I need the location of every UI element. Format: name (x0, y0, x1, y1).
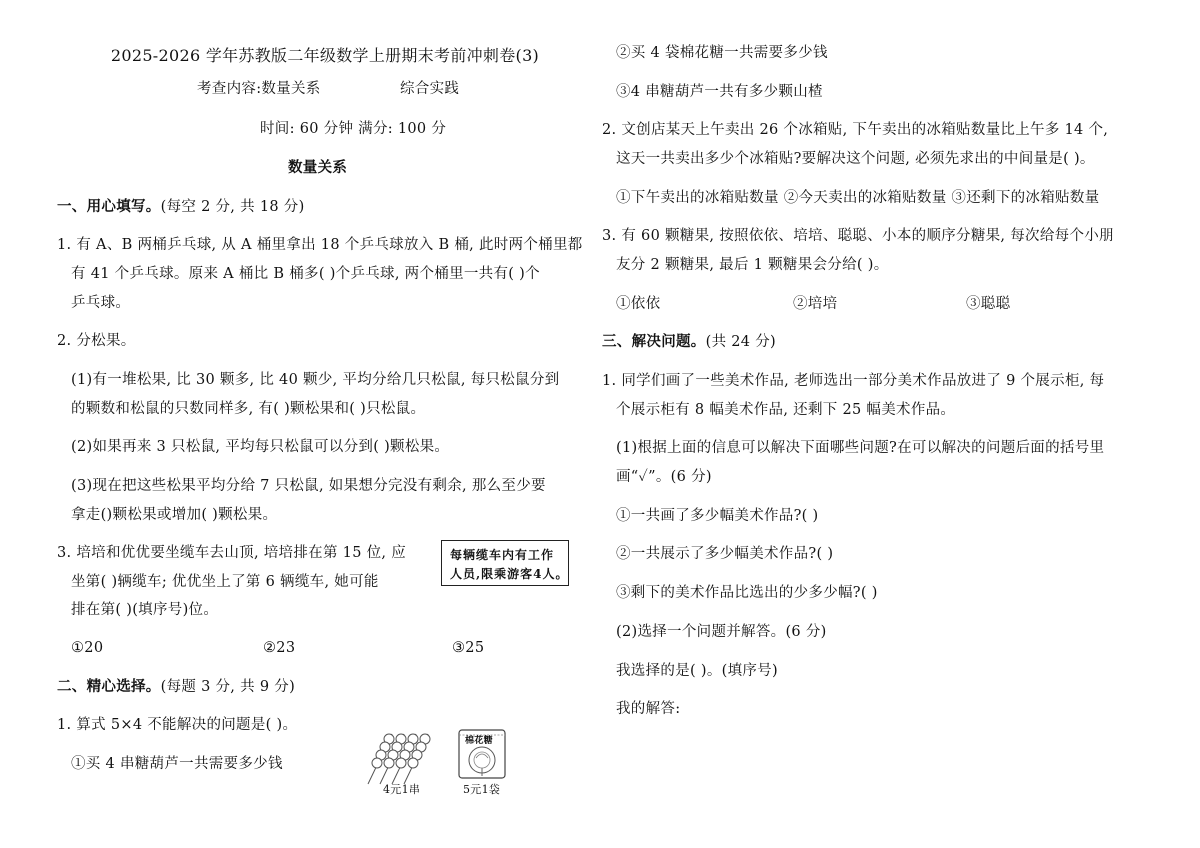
cotton-candy-label: 棉花糖 (465, 736, 493, 746)
s1-q2-line1: 2. 分松果。 (57, 333, 136, 349)
s1-q2-p3-line2: 拿走()颗松果或增加( )颗松果。 (71, 507, 278, 523)
s2-q2-options: ①下午卖出的冰箱贴数量 ②今天卖出的冰箱贴数量 ③还剩下的冰箱贴数量 (616, 190, 1100, 206)
cotton-candy-caption: 5元1袋 (463, 783, 501, 796)
s3-q1-p2: (2)选择一个问题并解答。(6 分) (616, 624, 827, 640)
tanghulu-image (358, 726, 433, 788)
s1-q3-line3: 排在第( )(填序号)位。 (71, 602, 219, 618)
unit-title: 数量关系 (288, 159, 348, 176)
s1-q3-option1: ①20 (71, 640, 104, 656)
section2-score: (每题 3 分, 共 9 分) (160, 679, 296, 695)
s2-q3-option2: ②培培 (793, 296, 838, 312)
s1-q2-p1-line2: 的颗数和松鼠的只数同样多, 有( )颗松果和( )只松鼠。 (71, 401, 426, 417)
section3-header (602, 333, 776, 351)
s3-q1-p1-line1: (1)根据上面的信息可以解决下面哪些问题?在可以解决的问题后面的括号里 (616, 440, 1105, 456)
s3-q1-answer: 我的解答: (616, 701, 681, 717)
notice-line1: 每辆缆车内有工作 (450, 548, 555, 562)
time-info: 时间: 60 分钟 满分: 100 分 (260, 121, 447, 137)
s2-q1-opt1: ①买 4 串糖葫芦一共需要多少钱 (71, 756, 283, 772)
section1-score: (每空 2 分, 共 18 分) (160, 199, 305, 215)
s3-q1-line2: 个展示柜有 8 幅美术作品, 还剩下 25 幅美术作品。 (616, 402, 956, 418)
s1-q3-option3: ③25 (452, 640, 485, 656)
s3-q1-p1-line2: 画“✓”。(6 分) (616, 469, 712, 485)
s2-q2-line1: 2. 文创店某天上午卖出 26 个冰箱贴, 下午卖出的冰箱贴数量比上午多 14 个, (602, 122, 1109, 138)
s2-q3-line1: 3. 有 60 颗糖果, 按照依依、培培、聪聪、小本的顺序分糖果, 每次给每个小朋 (602, 228, 1114, 244)
s1-q3-line1: 3. 培培和优优要坐缆车去山顶, 培培排在第 15 位, 应 (57, 545, 407, 561)
s1-q1-line2: 有 41 个乒乓球。原来 A 桶比 B 桶多( )个乒乓球, 两个桶里一共有( )个 (71, 266, 540, 282)
content-extra: 综合实践 (400, 81, 460, 97)
cotton-candy-image (457, 728, 507, 780)
s2-q1-opt3: ③4 串糖葫芦一共有多少颗山楂 (616, 84, 823, 100)
s3-q1-choice: 我选择的是( )。(填序号) (616, 663, 778, 679)
content-label: 考查内容:数量关系 (197, 81, 321, 97)
s2-q3-line2: 友分 2 颗糖果, 最后 1 颗糖果会分给( )。 (616, 257, 889, 273)
s1-q3-option2: ②23 (263, 640, 296, 656)
s2-q3-option3: ③聪聪 (966, 296, 1011, 312)
section2-heading: 二、精心选择。 (57, 678, 161, 695)
s1-q2-p1-line1: (1)有一堆松果, 比 30 颗多, 比 40 颗少, 平均分给几只松鼠, 每只松鼠分到 (71, 372, 560, 388)
s3-q1-opt1: ①一共画了多少幅美术作品?( ) (616, 508, 819, 524)
section1-header (57, 198, 305, 216)
notice-line2: 人员,限乘游客4人。 (450, 567, 569, 581)
section3-heading: 三、解决问题。 (602, 333, 706, 350)
s1-q1-line1: 1. 有 A、B 两桶乒乓球, 从 A 桶里拿出 18 个乒乓球放入 B 桶, 此时两个桶里都 (57, 237, 583, 253)
s1-q1-line3: 乒乓球。 (71, 295, 131, 311)
section2-header (57, 678, 295, 696)
s2-q2-line2: 这天一共卖出多少个冰箱贴?要解决这个问题, 必须先求出的中间量是( )。 (616, 151, 1095, 167)
s2-q1-opt2: ②买 4 袋棉花糖一共需要多少钱 (616, 45, 828, 61)
s2-q1-line1: 1. 算式 5×4 不能解决的问题是( )。 (57, 717, 298, 733)
page-title: 2025-2026 学年苏教版二年级数学上册期末考前冲刺卷(3) (110, 46, 540, 65)
section3-score: (共 24 分) (705, 334, 776, 350)
s1-q2-p3-line1: (3)现在把这些松果平均分给 7 只松鼠, 如果想分完没有剩余, 那么至少要 (71, 478, 546, 494)
s1-q2-p2: (2)如果再来 3 只松鼠, 平均每只松鼠可以分到( )颗松果。 (71, 439, 450, 455)
section1-heading: 一、用心填写。 (57, 198, 161, 215)
cable-car-notice (441, 540, 569, 586)
s3-q1-opt3: ③剩下的美术作品比选出的少多少幅?( ) (616, 585, 878, 601)
s3-q1-line1: 1. 同学们画了一些美术作品, 老师选出一部分美术作品放进了 9 个展示柜, 每 (602, 373, 1105, 389)
s3-q1-opt2: ②一共展示了多少幅美术作品?( ) (616, 546, 834, 562)
s2-q3-option1: ①依依 (616, 296, 661, 312)
tanghulu-caption: 4元1串 (383, 783, 421, 796)
tanghulu-icon (358, 726, 433, 788)
s1-q3-line2: 坐第( )辆缆车; 优优坐上了第 6 辆缆车, 她可能 (71, 574, 379, 590)
